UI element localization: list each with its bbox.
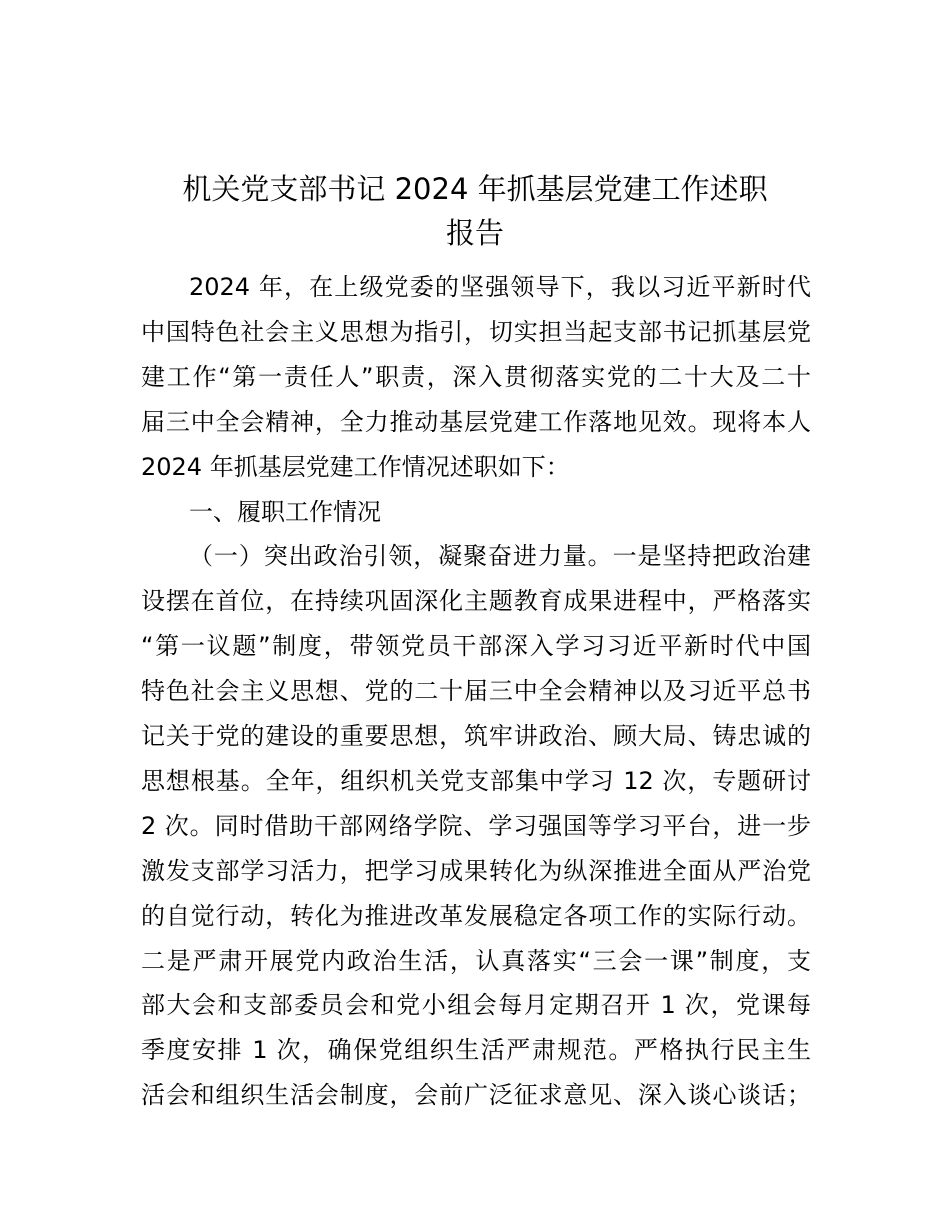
body-line: 届三中全会精神，全力推动基层党建工作落地见效。现将本人 xyxy=(141,407,811,436)
body-line: 思想根基。全年，组织机关党支部集中学习 12 次，专题研讨 xyxy=(141,766,811,795)
body-line: 部大会和支部委员会和党小组会每月定期召开 1 次，党课每 xyxy=(141,991,811,1020)
body-line: 记关于党的建设的重要思想，筑牢讲政治、顾大局、铸忠诚的 xyxy=(141,722,811,750)
body-line: 激发支部学习活力，把学习成果转化为纵深推进全面从严治党 xyxy=(141,856,811,885)
body-line: 的自觉行动，转化为推进改革发展稳定各项工作的实际行动。 xyxy=(141,901,811,930)
body-line: “第一议题”制度，带领党员干部深入学习习近平新时代中国 xyxy=(141,632,811,661)
body-line: （一）突出政治引领，凝聚奋进力量。一是坚持把政治建 xyxy=(189,542,811,571)
document-title-line-2: 报告 xyxy=(445,216,504,250)
body-line: 2 次。同时借助干部网络学院、学习强国等学习平台，进一步 xyxy=(141,811,811,840)
document-title-line-1: 机关党支部书记 2024 年抓基层党建工作述职 xyxy=(182,172,768,206)
body-line: 2024 年，在上级党委的坚强领导下，我以习近平新时代 xyxy=(189,273,811,301)
body-line: 特色社会主义思想、党的二十届三中全会精神以及习近平总书 xyxy=(141,677,811,706)
body-line: 季度安排 1 次，确保党组织生活严肃规范。严格执行民主生 xyxy=(141,1036,811,1065)
body-line: 二是严肃开展党内政治生活，认真落实“三会一课”制度，支 xyxy=(141,946,811,975)
body-line: 设摆在首位，在持续巩固深化主题教育成果进程中，严格落实 xyxy=(141,587,811,616)
body-line: 2024 年抓基层党建工作情况述职如下： xyxy=(141,452,570,481)
body-line: 建工作“第一责任人”职责，深入贯彻落实党的二十大及二十 xyxy=(141,362,811,391)
body-line: 活会和组织生活会制度，会前广泛征求意见、深入谈心谈话； xyxy=(141,1081,811,1110)
body-line: 中国特色社会主义思想为指引，切实担当起支部书记抓基层党 xyxy=(141,317,811,346)
body-line: 一、履职工作情况 xyxy=(189,497,381,526)
